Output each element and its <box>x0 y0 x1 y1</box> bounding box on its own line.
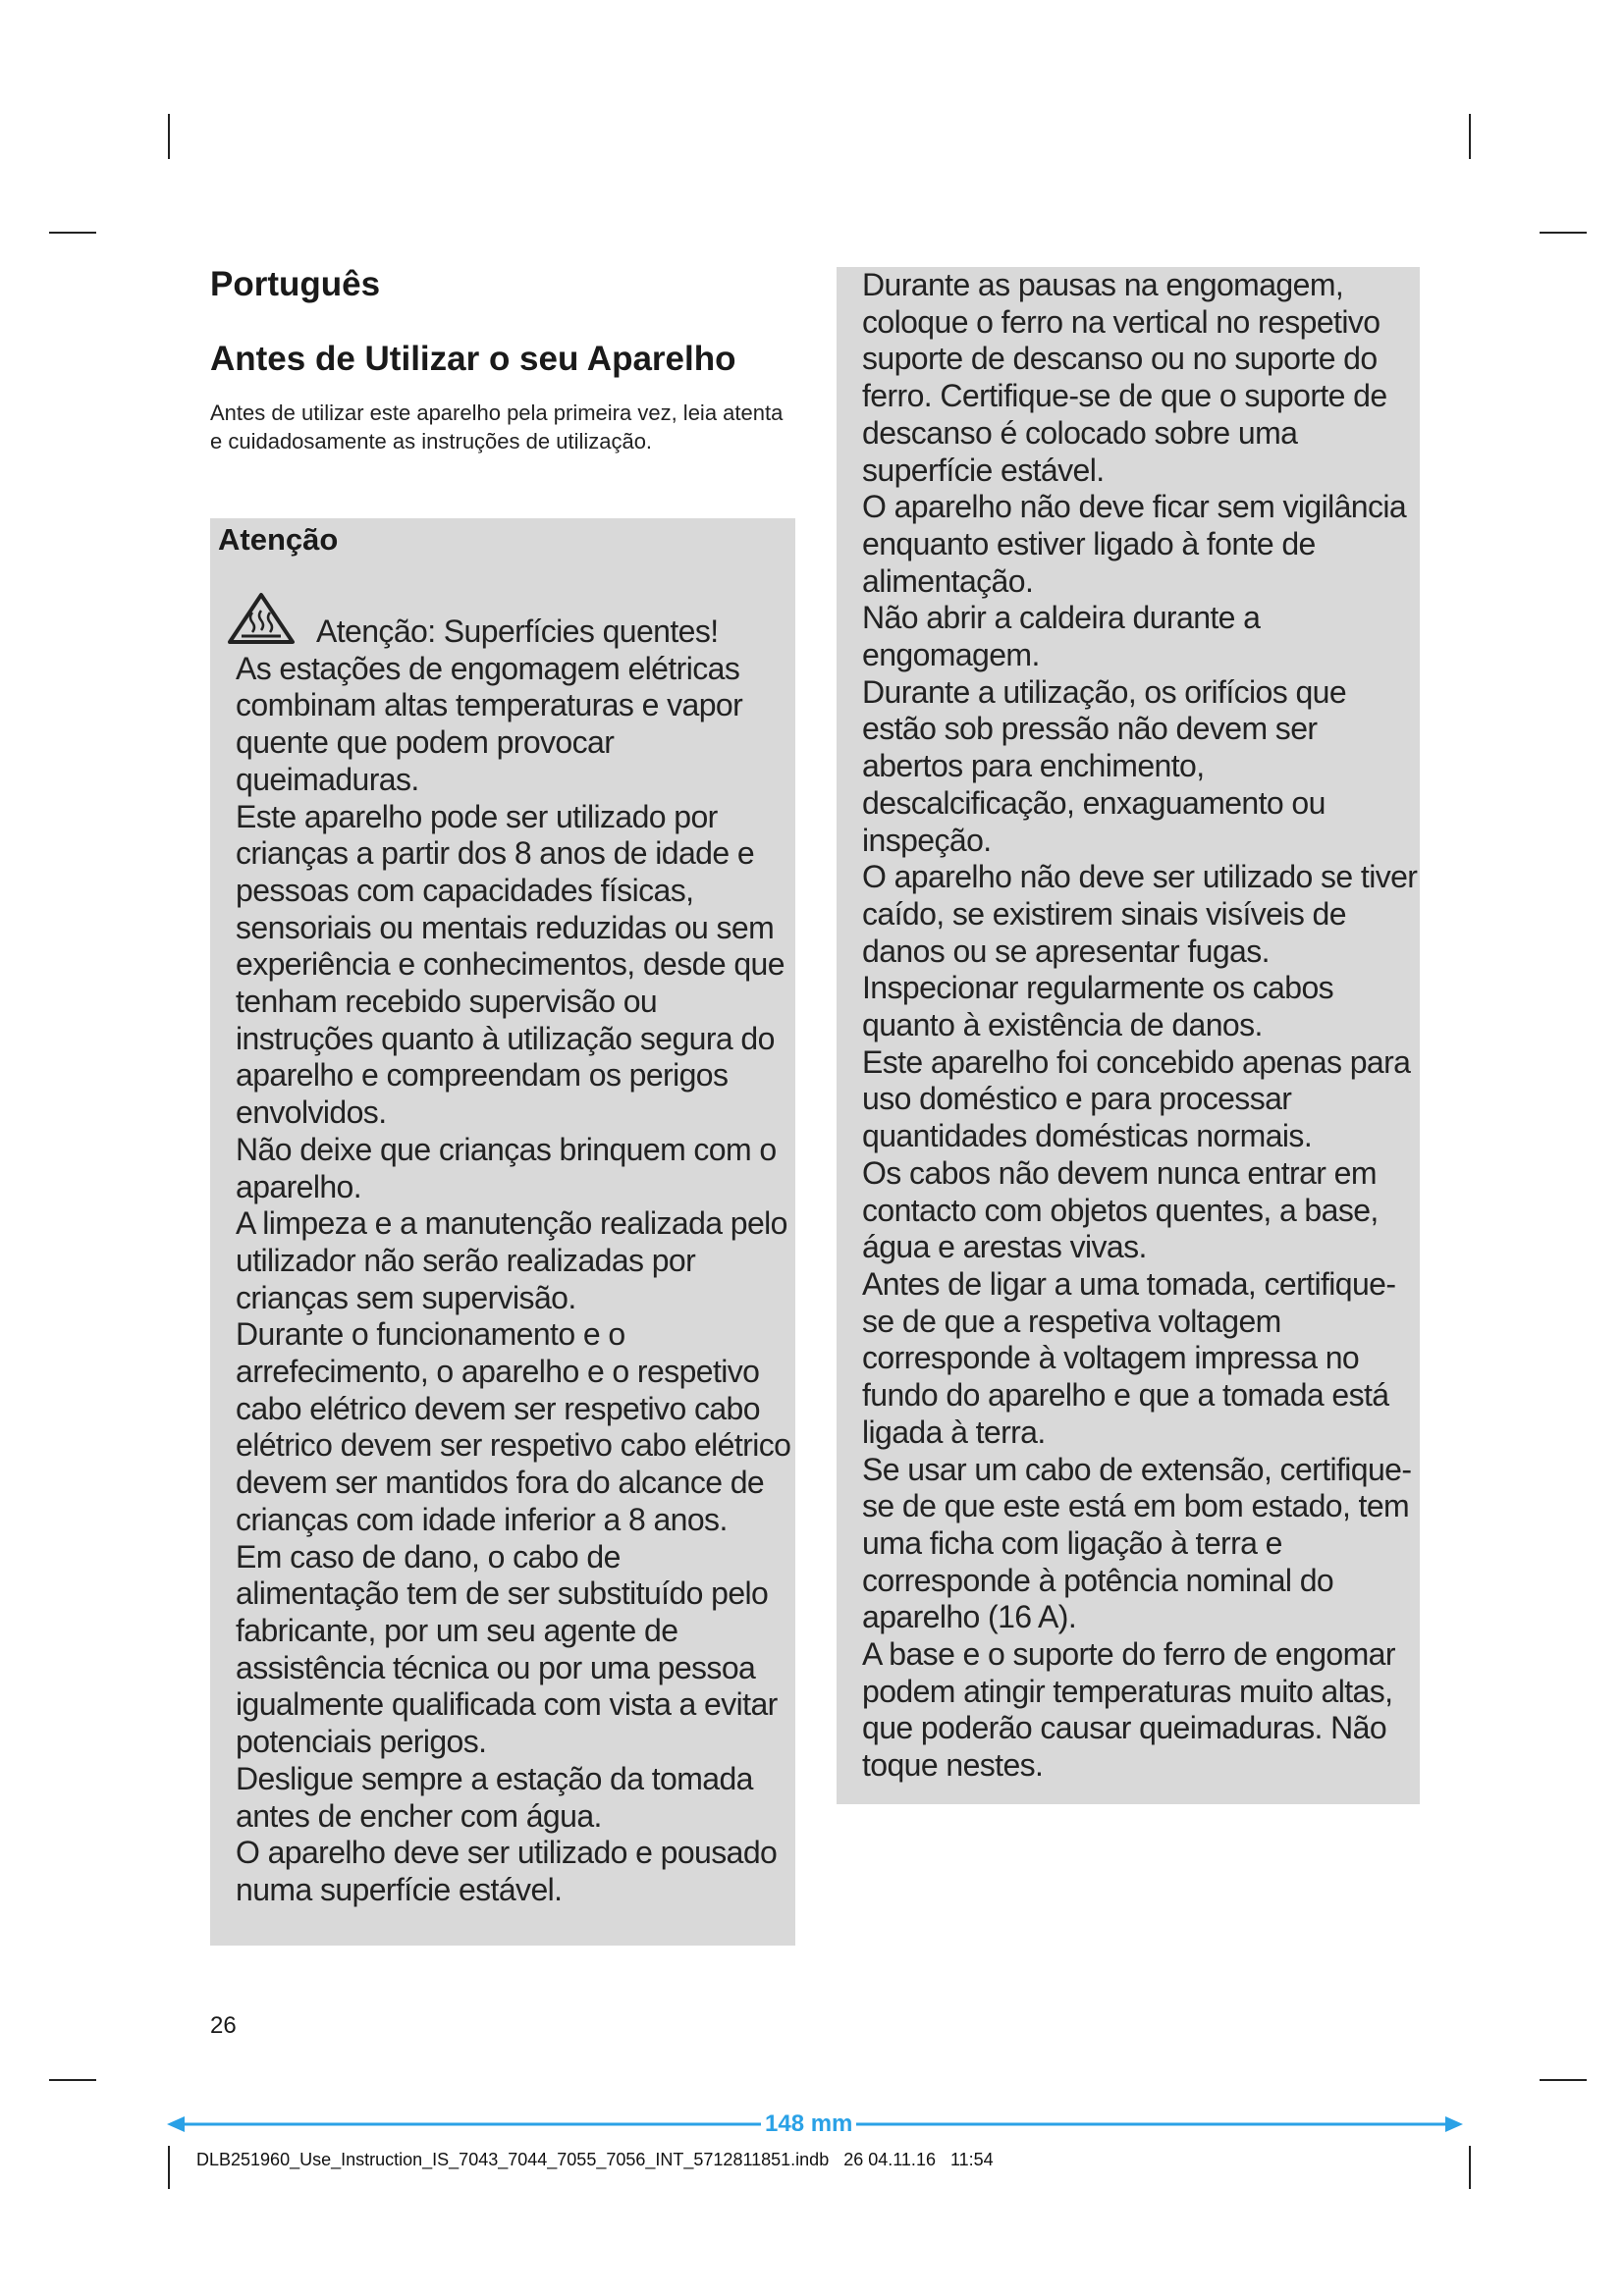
warning-paragraph: A base e o suporte do ferro de engomar podem atingir temperaturas muito altas, que poderão causar queimaduras. Não toque nestes. <box>862 1636 1395 1784</box>
crop-mark <box>1540 2079 1587 2081</box>
crop-mark <box>1540 232 1587 234</box>
warning-title: Atenção <box>218 522 339 557</box>
warning-paragraph: Em caso de dano, o cabo de alimentação tem de ser substituído pelo fabricante, por um seu agente de assistência técnica ou por uma pessoa igualmente qualificada com vista a evitar potenciais perigos. <box>236 1538 778 1760</box>
warning-box-left <box>210 518 795 1946</box>
warning-paragraph: Os cabos não devem nunca entrar em contacto com objetos quentes, a base, água e arestas vivas. <box>862 1154 1379 1265</box>
warning-paragraph: As estações de engomagem elétricas combinam altas temperaturas e vapor quente que podem provocar queimaduras. <box>236 650 743 797</box>
crop-mark <box>168 114 170 159</box>
warning-paragraph: Este aparelho foi concebido apenas para uso doméstico e para processar quantidades domésticas normais. <box>862 1043 1411 1154</box>
language-title: Português <box>210 265 381 303</box>
crop-mark <box>49 232 96 234</box>
hot-surface-warning-icon <box>226 591 297 646</box>
warning-paragraph: O aparelho deve ser utilizado e pousado numa superfície estável. <box>236 1835 778 1907</box>
page-number: 26 <box>210 2012 237 2039</box>
warning-paragraph: Durante as pausas na engomagem, coloque o ferro na vertical no respetivo suporte de descanso ou no suporte do ferro. Certifique-se de que o suporte de descanso é colocado sobre uma superfície estável. <box>862 267 1387 488</box>
warning-paragraph: Não abrir a caldeira durante a engomagem. <box>862 600 1261 673</box>
warning-paragraph: Durante o funcionamento e o arrefecimento, o aparelho e o respetivo cabo elétrico devem ser respetivo cabo elétrico devem ser respetivo cabo elétrico devem ser mantidos fora do alcance de crianças com idade inferior a 8 anos. <box>236 1316 791 1537</box>
warning-paragraph: Não deixe que crianças brinquem com o aparelho. <box>236 1131 777 1204</box>
crop-mark <box>1469 114 1471 159</box>
intro-text: Antes de utilizar este aparelho pela primeira vez, leia atenta e cuidadosamente as instruções de utilização. <box>210 400 784 454</box>
warning-text-right <box>862 267 1420 1785</box>
warning-paragraph: A limpeza e a manutenção realizada pelo utilizador não serão realizadas por crianças sem supervisão. <box>236 1205 787 1315</box>
crop-mark <box>1469 2146 1471 2189</box>
warning-paragraph: O aparelho não deve ser utilizado se tiver caído, se existirem sinais visíveis de danos ou se apresentar fugas. Inspecionar regularmente os cabos quanto à existência de danos. <box>862 859 1418 1043</box>
warning-paragraph: Durante a utilização, os orifícios que estão sob pressão não devem ser abertos para enchimento, descalcificação, enxaguamento ou inspeção. <box>862 673 1347 858</box>
warning-paragraph: Se usar um cabo de extensão, certifique-se de que este está em bom estado, tem uma ficha com ligação à terra e corresponde à potência nominal do aparelho (16 A). <box>862 1451 1412 1635</box>
warning-paragraph: Desligue sempre a estação da tomada antes de encher com água. <box>236 1760 753 1834</box>
warning-box-right <box>837 267 1420 1804</box>
section-title: Antes de Utilizar o seu Aparelho <box>210 340 736 378</box>
measure-label: 148 mm <box>761 2110 856 2138</box>
warning-paragraph: Antes de ligar a uma tomada, certifique-se de que a respetiva voltagem corresponde à voltagem impressa no fundo do aparelho e que a tomada está ligada à terra. <box>862 1265 1396 1450</box>
warning-text-left <box>236 591 791 1909</box>
print-footer: DLB251960_Use_Instruction_IS_7043_7044_7055_7056_INT_5712811851.indb 26 04.11.16 11:54 <box>196 2150 994 2169</box>
warning-paragraph: Este aparelho pode ser utilizado por crianças a partir dos 8 anos de idade e pessoas com capacidades físicas, sensoriais ou mentais reduzidas ou sem experiência e conhecimentos, desde que tenham recebido supervisão ou instruções quanto à utilização segura do aparelho e compreendam os perigos envolvidos. <box>236 798 785 1131</box>
crop-mark <box>168 2146 170 2189</box>
warning-first-line: Atenção: Superfícies quentes! <box>316 614 719 649</box>
warning-paragraph <box>236 591 791 651</box>
warning-paragraph: O aparelho não deve ficar sem vigilância enquanto estiver ligado à fonte de alimentação. <box>862 489 1407 599</box>
crop-mark <box>49 2079 96 2081</box>
